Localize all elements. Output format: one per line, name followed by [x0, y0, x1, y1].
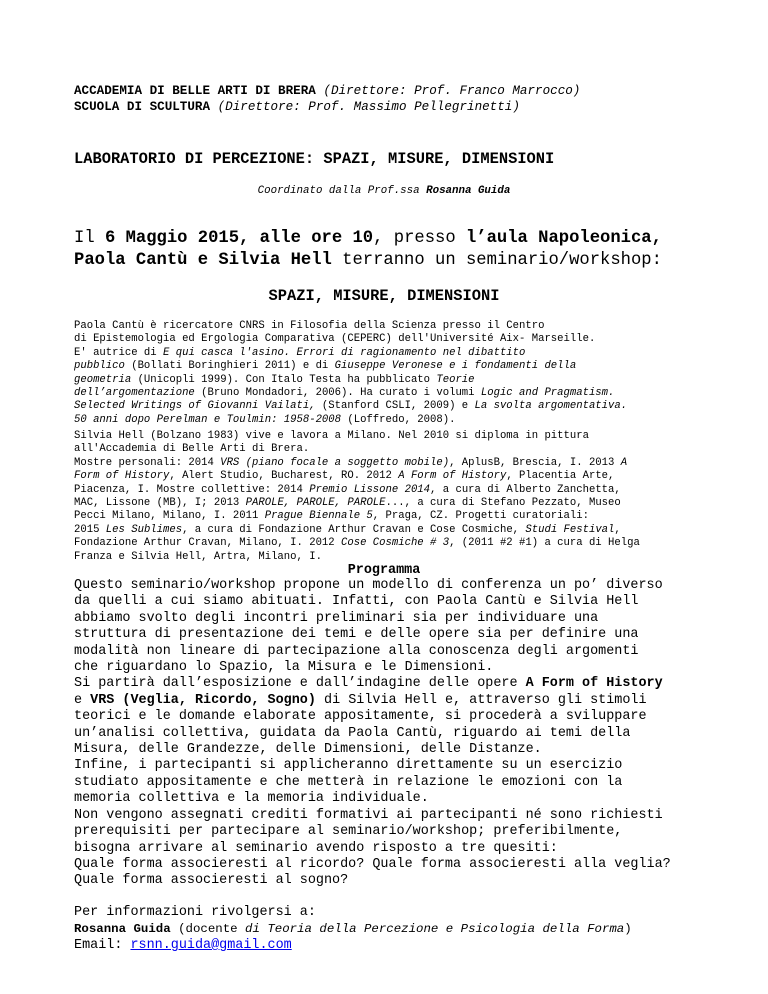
- coordinator-line: [0, 185, 768, 197]
- programma-line: che riguardano lo Spazio, la Misura e le Dimensioni.: [74, 660, 494, 676]
- programma-line: Infine, i partecipanti si applicheranno direttamente su un esercizio: [74, 758, 623, 774]
- school-name: SCUOLA DI SCULTURA: [74, 100, 211, 114]
- announcement-text: , presso: [373, 229, 466, 248]
- bio-line: E' autrice di E qui casca l'asino. Errori di ragionamento nel dibattito: [74, 346, 526, 359]
- contact-intro: Per informazioni rivolgersi a:: [74, 905, 316, 920]
- bio-line: Pecci Milano, Milano, I. 2011 Prague Biennale 5, Praga, CZ. Progetti curatoriali:: [74, 510, 589, 523]
- academy-director: (Direttore: Prof. Franco Marrocco): [323, 84, 581, 98]
- academy-name: ACCADEMIA DI BELLE ARTI DI BRERA: [74, 84, 316, 98]
- bio-line: Fondazione Arthur Cravan, Milano, I. 2012 Cose Cosmiche # 3, (2011 #2 #1) a cura di Helga: [74, 537, 640, 550]
- email-label: Email:: [74, 937, 131, 953]
- programma-line: abbiamo svolto degli incontri preliminari sia per individuare una: [74, 610, 599, 626]
- programma-line: Si partirà dall’esposizione e dall’indagine delle opere A Form of History: [74, 676, 663, 692]
- bio-line: dell’argomentazione (Bruno Mondadori, 2006). Ha curato i volumi Logic and Pragmatism.: [74, 387, 615, 400]
- contact-email-line: [74, 938, 632, 954]
- bio-line: pubblico (Bollati Boringhieri 2011) e di Giuseppe Veronese e i fondamenti della: [74, 360, 577, 373]
- programma-line: e VRS (Veglia, Ricordo, Sogno) di Silvia Hell e, attraverso gli stimoli: [74, 692, 647, 708]
- academy-line: [74, 84, 580, 98]
- bio-line: all'Accademia di Belle Arti di Brera.: [74, 443, 310, 456]
- announcement-line-2: [74, 251, 662, 270]
- programma-line: memoria collettiva e la memoria individuale.: [74, 791, 429, 807]
- bio-cantu: [74, 320, 627, 427]
- bio-line: 2015 Les Sublimes, a cura di Fondazione Arthur Cravan e Cose Cosmiche, Studi Festival,: [74, 523, 621, 536]
- email-link[interactable]: rsnn.guida@gmail.com: [130, 937, 292, 953]
- bio-line: Piacenza, I. Mostre collettive: 2014 Premio Lissone 2014, a cura di Alberto Zanchetta,: [74, 483, 621, 496]
- programma-line: struttura di presentazione dei temi e delle opere sia per definire una: [74, 627, 639, 643]
- programma-body: [74, 578, 671, 890]
- bio-line: Selected Writings of Giovanni Vailati, (Stanford CSLI, 2009) e La svolta argomentativa.: [74, 400, 628, 413]
- contact-person: Rosanna Guida (docente di Teoria della Percezione e Psicologia della Forma): [74, 922, 632, 937]
- programma-line: Quale forma associeresti al ricordo? Quale forma associeresti alla veglia?: [74, 856, 671, 872]
- programma-line: studiato appositamente e che metterà in relazione le emozioni con la: [74, 774, 623, 790]
- coordinator-name: Rosanna Guida: [426, 185, 511, 197]
- programma-line: Questo seminario/workshop propone un modello di conferenza un po’ diverso: [74, 578, 663, 593]
- programma-line: bisogna arrivare al seminario avendo risposto a tre quesiti:: [74, 840, 558, 856]
- bio-line: Mostre personali: 2014 VRS (piano focale a soggetto mobile), AplusB, Brescia, I. 2013 A: [74, 456, 628, 469]
- bio-line: geometria (Unicopli 1999). Con Italo Testa ha pubblicato Teorie: [74, 373, 475, 386]
- school-line: [74, 100, 520, 114]
- school-director: (Direttore: Prof. Massimo Pellegrinetti): [217, 100, 520, 114]
- seminar-date: 6 Maggio 2015, alle ore 10: [104, 229, 374, 248]
- seminar-title: SPAZI, MISURE, DIMENSIONI: [268, 287, 500, 305]
- bio-line: MAC, Lissone (MB), I; 2013 PAROLE, PAROLE, PAROLE..., a cura di Stefano Pezzato, Museo: [74, 497, 621, 510]
- programma-heading: Programma: [347, 563, 421, 578]
- programma-line: da quelli a cui siamo abituati. Infatti, con Paola Cantù e Silvia Hell: [74, 594, 639, 610]
- contact-name: Rosanna Guida: [74, 922, 171, 937]
- bio-line: Silvia Hell (Bolzano 1983) vive e lavora a Milano. Nel 2010 si diploma in pittura: [74, 430, 589, 442]
- announcement-line-1: [74, 229, 662, 248]
- bio-line: Paola Cantù è ricercatore CNRS in Filosofia della Scienza presso il Centro: [74, 320, 545, 332]
- programma-line: Misura, delle Grandezze, delle Dimensioni, delle Distanze.: [74, 742, 542, 758]
- bio-line: di Epistemologia ed Ergologia Comparativa (CEPERC) dell'Université Aix- Marseille.: [74, 333, 596, 346]
- lab-title: LABORATORIO DI PERCEZIONE: SPAZI, MISURE, DIMENSIONI: [74, 150, 555, 168]
- bio-line: Form of History, Alert Studio, Bucharest, RO. 2012 A Form of History, Placentia Arte,: [74, 470, 615, 483]
- programma-line: teorici e le domande elaborate appositamente, si procederà a sviluppare: [74, 709, 647, 725]
- bio-hell: [74, 430, 640, 564]
- announcement-text: Il: [74, 229, 105, 248]
- contact-block: [74, 905, 632, 954]
- coordinator-prefix: Coordinato dalla Prof.ssa: [257, 185, 420, 197]
- programma-line: un’analisi collettiva, guidata da Paola Cantù, riguardo ai temi della: [74, 725, 631, 741]
- programma-line: prerequisiti per partecipare al seminario/workshop; preferibilmente,: [74, 824, 623, 840]
- bio-line: 50 anni dopo Perelman e Toulmin: 1958-2008 (Loffredo, 2008).: [74, 413, 456, 426]
- speakers: Paola Cantù e Silvia Hell: [74, 251, 332, 270]
- programma-line: Quale forma associeresti al sogno?: [74, 873, 349, 889]
- programma-line: modalità non lineare di partecipazione alla conoscenza degli argomenti: [74, 643, 639, 659]
- seminar-location: l’aula Napoleonica,: [465, 229, 662, 248]
- announcement-text: terranno un seminario/workshop:: [331, 251, 662, 270]
- programma-line: Non vengono assegnati crediti formativi ai partecipanti né sono richiesti: [74, 807, 663, 823]
- bio-line: Franza e Silvia Hell, Artra, Milano, I.: [74, 550, 322, 563]
